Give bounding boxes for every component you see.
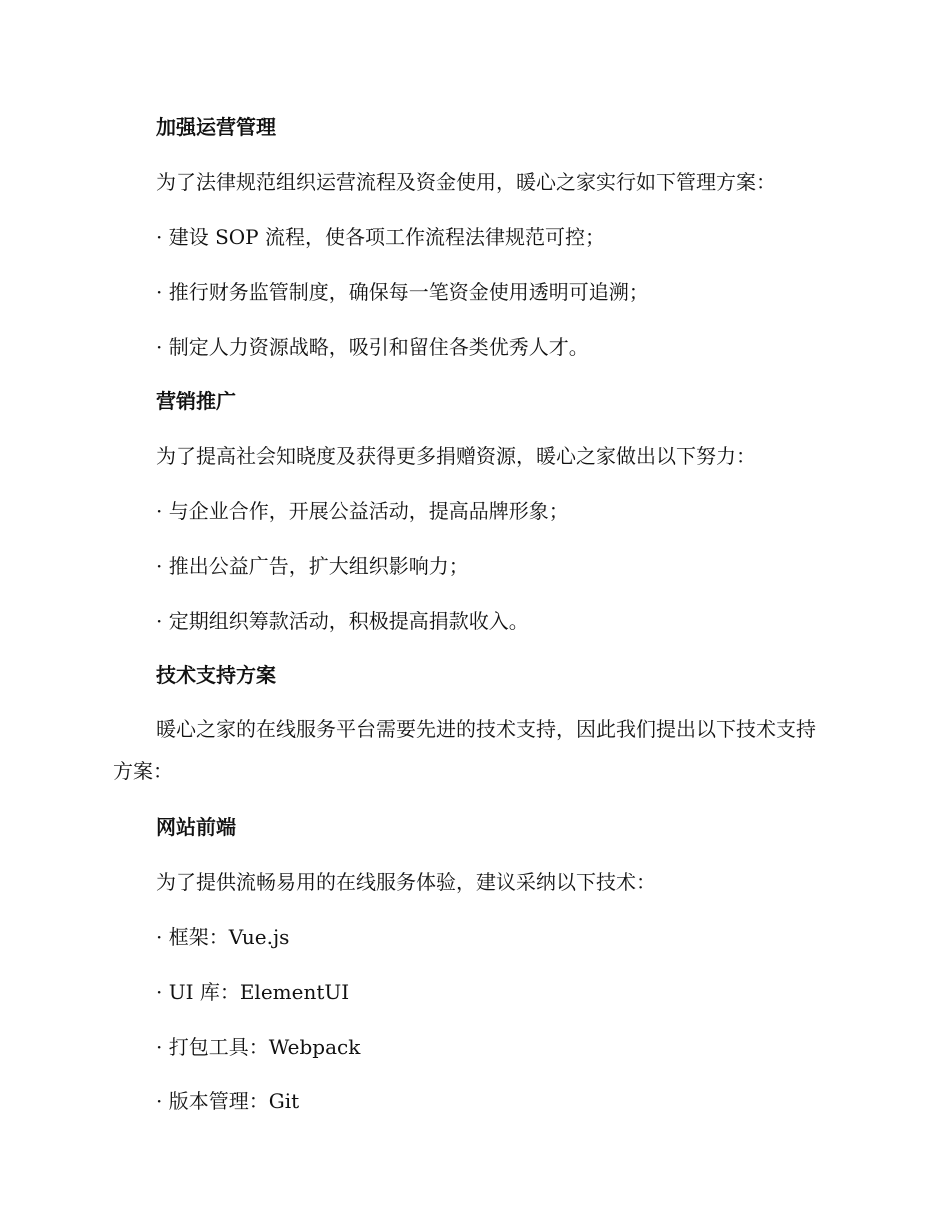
bullet-item-version-control: · 版本管理：Git [156, 1089, 300, 1113]
bullet-item-hr: · 制定人力资源战略，吸引和留住各类优秀人才。 [156, 335, 589, 359]
section-heading-tech-support: 技术支持方案 [156, 663, 276, 687]
bullet-item-partnership: · 与企业合作，开展公益活动，提高品牌形象； [156, 499, 569, 523]
paragraph-marketing-intro: 为了提高社会知晓度及获得更多捐赠资源，暖心之家做出以下努力： [156, 444, 756, 468]
bullet-item-fundraising: · 定期组织筹款活动，积极提高捐款收入。 [156, 609, 529, 633]
bullet-item-bundler: · 打包工具：Webpack [156, 1035, 361, 1059]
paragraph-frontend-intro: 为了提供流畅易用的在线服务体验，建议采纳以下技术： [156, 870, 656, 894]
paragraph-tech-support-intro: 暖心之家的在线服务平台需要先进的技术支持，因此我们提出以下技术支持方案： [113, 717, 816, 783]
bullet-item-finance: · 推行财务监管制度，确保每一笔资金使用透明可追溯； [156, 280, 649, 304]
paragraph-operations-intro: 为了法律规范组织运营流程及资金使用，暖心之家实行如下管理方案： [156, 170, 776, 194]
bullet-item-framework: · 框架：Vue.js [156, 925, 290, 949]
bullet-item-sop: · 建设 SOP 流程，使各项工作流程法律规范可控； [156, 225, 605, 249]
section-heading-operations: 加强运营管理 [156, 115, 276, 139]
bullet-item-ads: · 推出公益广告，扩大组织影响力； [156, 554, 469, 578]
section-heading-frontend: 网站前端 [156, 815, 236, 839]
section-heading-marketing: 营销推广 [156, 389, 236, 413]
bullet-item-ui-library: · UI 库：ElementUI [156, 980, 350, 1004]
